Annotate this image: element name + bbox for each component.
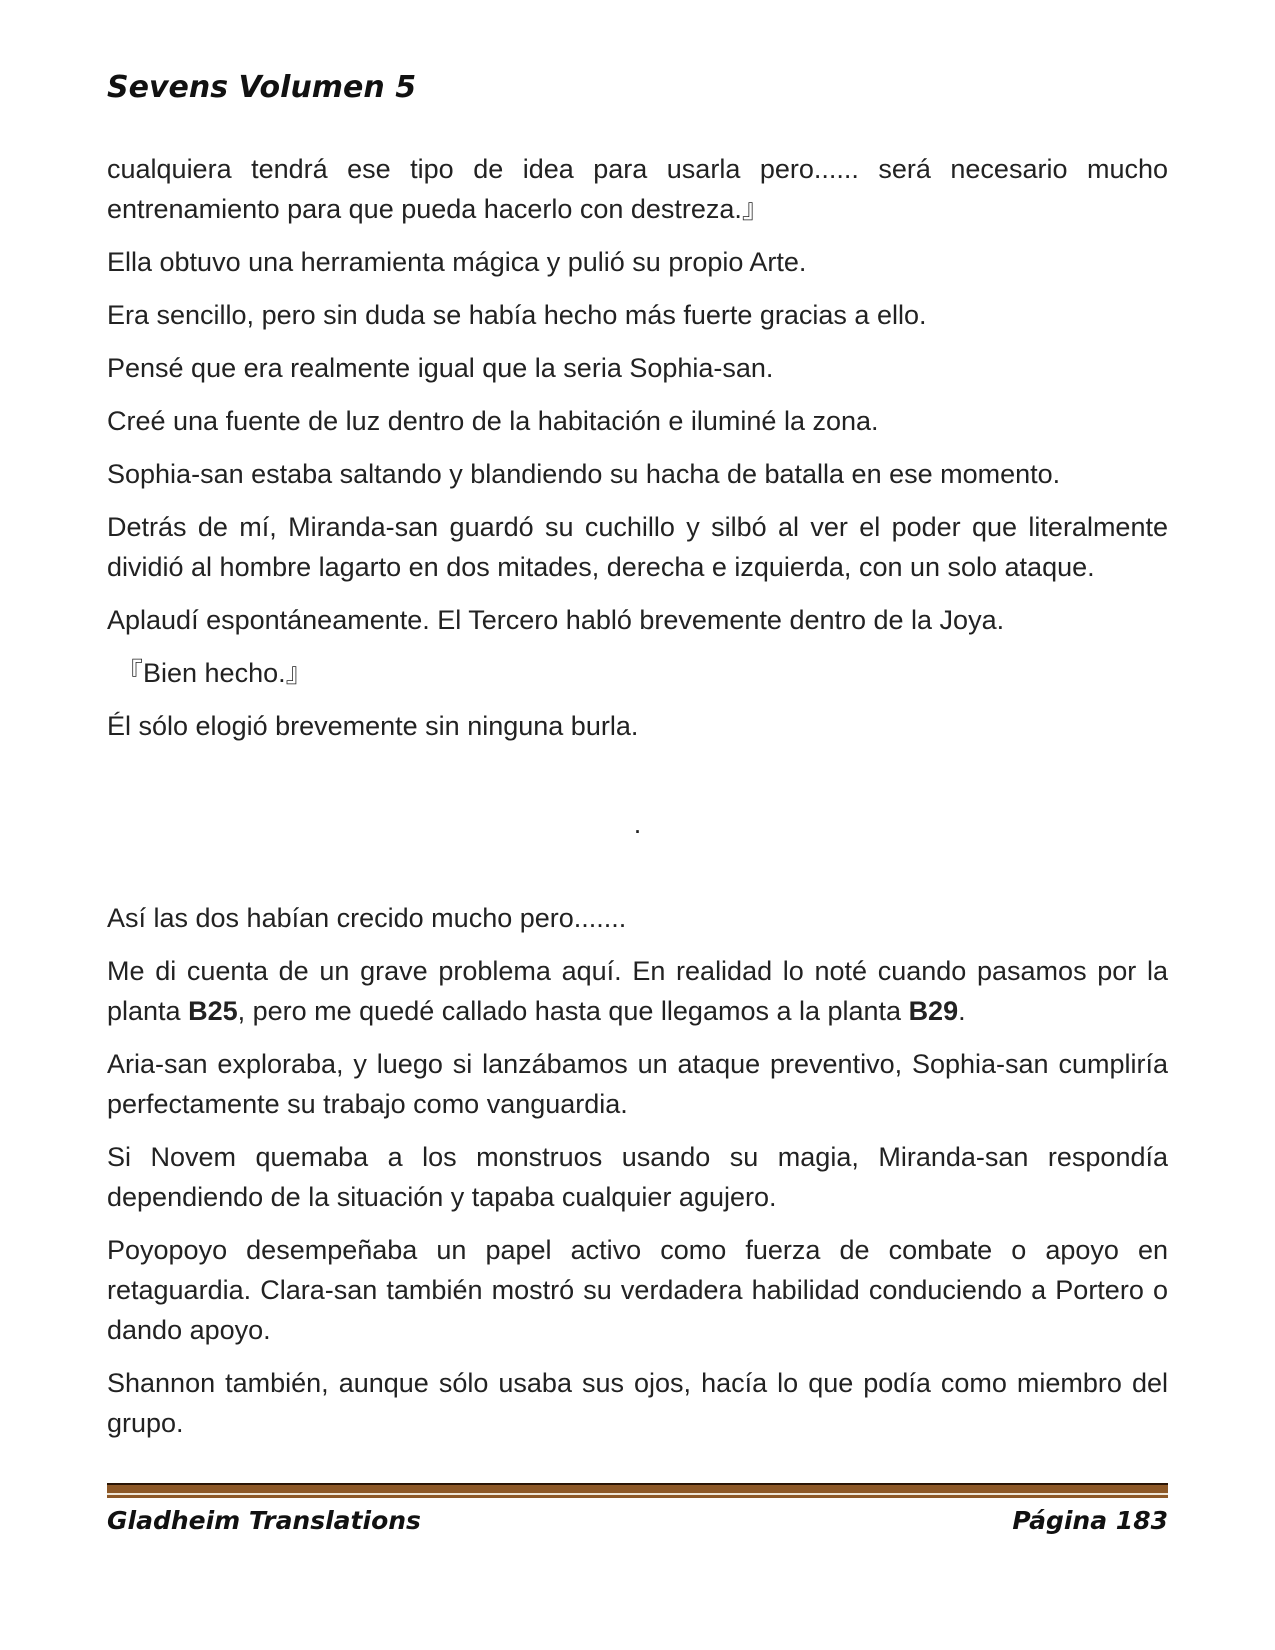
paragraph: Pensé que era realmente igual que la seria Sophia-san. xyxy=(107,353,774,383)
footer-divider-thick-bar xyxy=(107,1483,1168,1493)
footer-divider xyxy=(107,1483,1168,1498)
paragraph: Si Novem quemaba a los monstruos usando su magia, Miranda-san respondía dependiendo de la situación y tapaba cualquier agujero. xyxy=(107,1142,1168,1212)
paragraph: Así las dos habían crecido mucho pero....... xyxy=(107,903,627,933)
page-footer xyxy=(107,1483,1168,1535)
paragraph: 『Bien hecho.』 xyxy=(116,658,313,688)
paragraph: Aplaudí espontáneamente. El Tercero habló brevemente dentro de la Joya. xyxy=(107,605,1005,635)
paragraph: Aria-san exploraba, y luego si lanzábamos un ataque preventivo, Sophia-san cumpliría perfectamente su trabajo como vanguardia. xyxy=(107,1049,1168,1119)
paragraph: cualquiera tendrá ese tipo de idea para usarla pero...... será necesario mucho entrenamiento para que pueda hacerlo con destreza.』 xyxy=(107,154,1168,224)
paragraph: . xyxy=(633,809,642,839)
paragraph: Él sólo elogió brevemente sin ninguna burla. xyxy=(107,711,639,741)
document-body xyxy=(0,149,1275,1443)
page-header xyxy=(0,0,1275,105)
page-header-title: Sevens Volumen 5 xyxy=(107,70,417,105)
footer-divider-thin-bar xyxy=(107,1495,1168,1498)
paragraph: Shannon también, aunque sólo usaba sus ojos, hacía lo que podía como miembro del grupo. xyxy=(107,1368,1168,1438)
footer-translator-credit: Gladheim Translations xyxy=(107,1506,421,1535)
paragraph: Me di cuenta de un grave problema aquí. En realidad lo noté cuando pasamos por la planta B25, pero me quedé callado hasta que llegamos a la planta B29. xyxy=(107,956,1168,1026)
paragraph: Ella obtuvo una herramienta mágica y pulió su propio Arte. xyxy=(107,247,807,277)
footer-page-number: Página 183 xyxy=(1012,1506,1168,1535)
paragraph: Sophia-san estaba saltando y blandiendo su hacha de batalla en ese momento. xyxy=(107,459,1061,489)
paragraph: Poyopoyo desempeñaba un papel activo como fuerza de combate o apoyo en retaguardia. Clara-san también mostró su verdadera habilidad conduciendo a Portero o dando apoyo. xyxy=(107,1235,1168,1345)
paragraph: Detrás de mí, Miranda-san guardó su cuchillo y silbó al ver el poder que literalmente dividió al hombre lagarto en dos mitades, derecha e izquierda, con un solo ataque. xyxy=(107,512,1168,582)
paragraph: Era sencillo, pero sin duda se había hecho más fuerte gracias a ello. xyxy=(107,300,927,330)
footer-text-row xyxy=(107,1506,1168,1535)
paragraph: Creé una fuente de luz dentro de la habitación e iluminé la zona. xyxy=(107,406,879,436)
